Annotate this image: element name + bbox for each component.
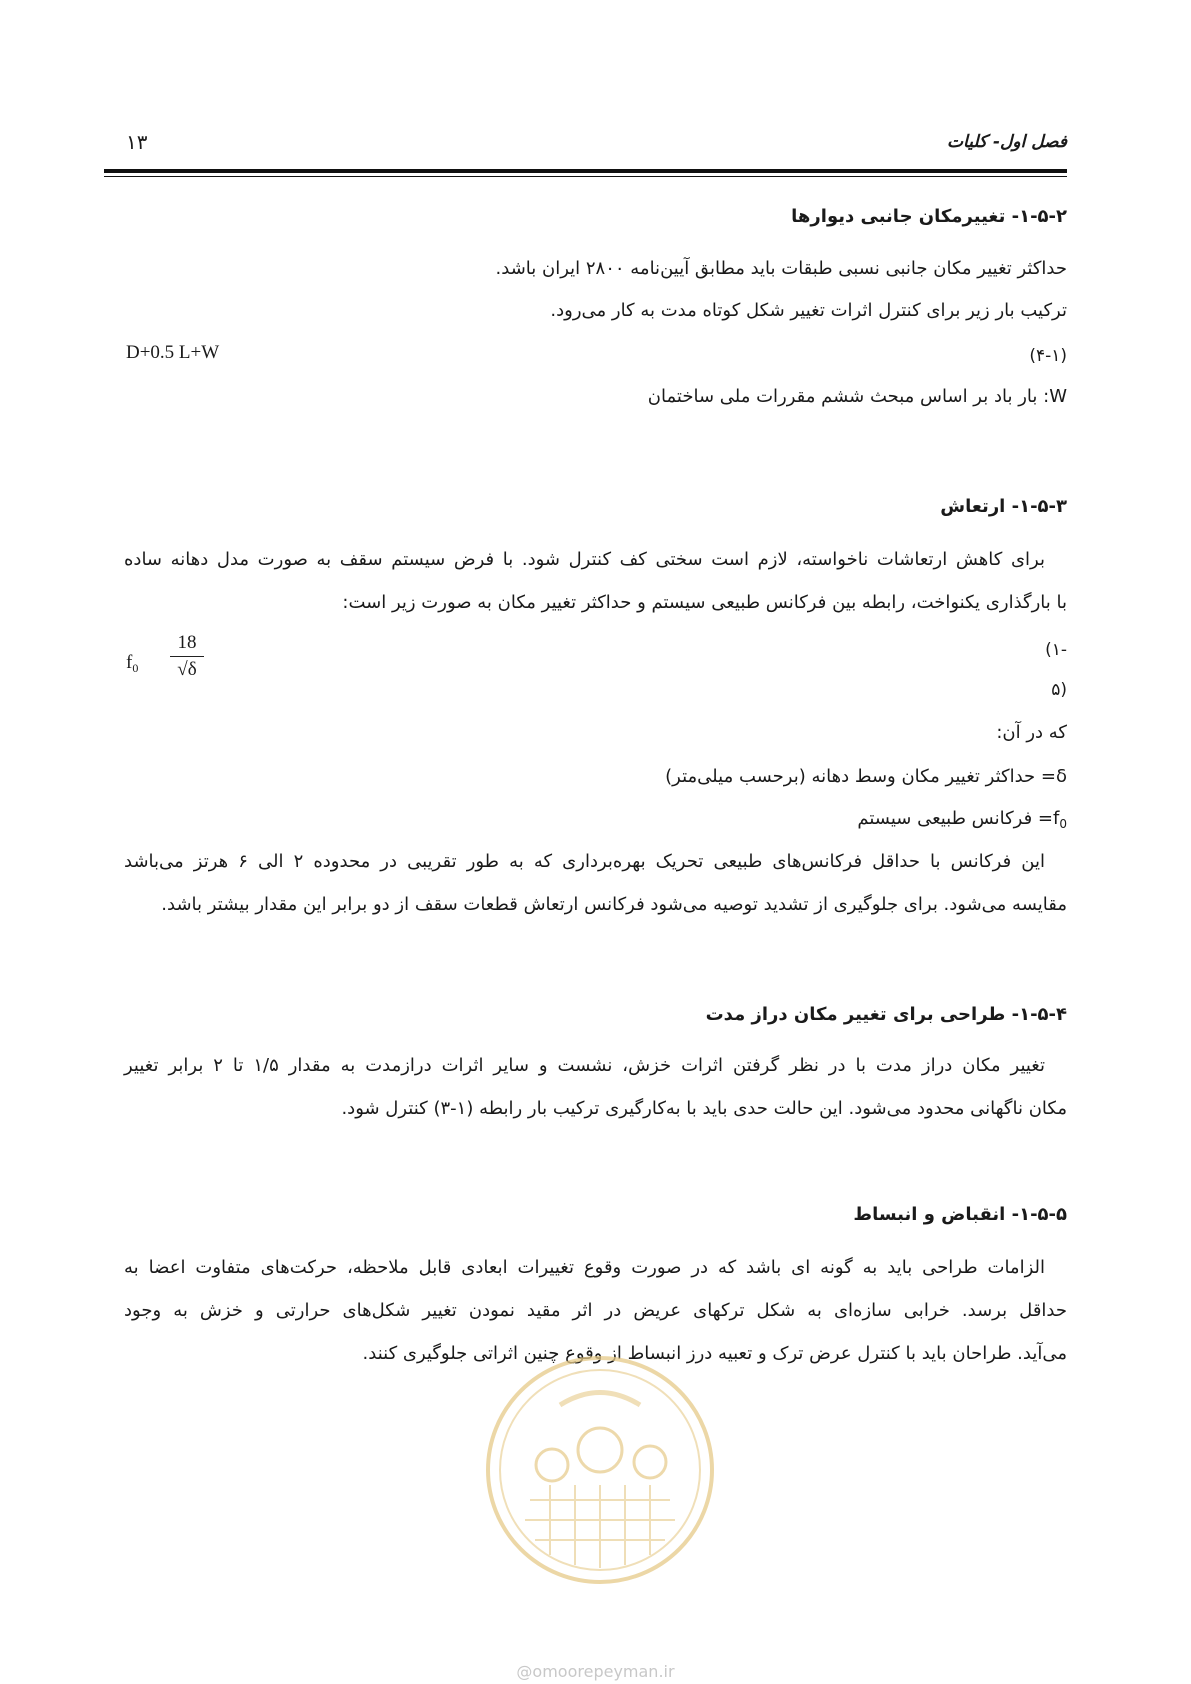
header-rule-thick bbox=[104, 169, 1067, 173]
paragraph-line: مقایسه می‌شود. برای جلوگیری از تشدید توصیه می‌شود فرکانس ارتعاش قطعات سقف از دو برابر این مقدار بیشتر باشد. bbox=[161, 894, 1067, 915]
paragraph-line: برای کاهش ارتعاشات ناخواسته، لازم است سختی کف کنترل شود. با فرض سیستم سقف به صورت مدل دهانه ساده bbox=[124, 549, 1045, 570]
paragraph-line: الزامات طراحی باید به گونه ای باشد که در صورت وقوع تغییرات ابعادی قابل ملاحظه، حرکت‌های متفاوت اعضا به bbox=[124, 1257, 1045, 1278]
vibration-paragraph bbox=[124, 538, 1067, 624]
equation-number-part-b: (۵ bbox=[1051, 680, 1067, 700]
resonance-paragraph bbox=[124, 840, 1067, 926]
section-heading-shrinkage-expansion: ۱-۵-۵- انقباض و انبساط bbox=[853, 1204, 1067, 1225]
drift-limit-text: حداکثر تغییر مکان جانبی نسبی طبقات باید مطابق آیین‌نامه ۲۸۰۰ ایران باشد. bbox=[495, 258, 1067, 279]
page-number: ۱۳ bbox=[126, 130, 148, 154]
f0-symbol: $f_0$ bbox=[1053, 808, 1067, 831]
fraction-denominator: √δ bbox=[177, 659, 197, 680]
paragraph-line: مکان ناگهانی محدود می‌شود. این حالت حدی باید با به‌کارگیری ترکیب بار رابطه (۱-۳) کنترل شود. bbox=[341, 1098, 1067, 1119]
delta-definition: δ= حداکثر تغییر مکان وسط دهانه (برحسب میلی‌متر) bbox=[665, 766, 1067, 787]
load-combo-text: ترکیب بار زیر برای کنترل اثرات تغییر شکل کوتاه مدت به کار می‌رود. bbox=[550, 300, 1067, 321]
f-subscript: 0 bbox=[132, 661, 139, 675]
fraction-numerator: 18 bbox=[177, 632, 197, 653]
header-rule-thin bbox=[104, 176, 1067, 177]
load-combination-equation: D+0.5 L+W bbox=[126, 342, 220, 363]
page-header bbox=[104, 124, 1067, 164]
watermark-seal-icon bbox=[480, 1350, 720, 1590]
watermark-text: @omoorepeyman.ir bbox=[516, 1662, 675, 1681]
long-term-paragraph bbox=[124, 1044, 1067, 1130]
where-label: که در آن: bbox=[996, 722, 1067, 743]
equation-number: (۴-۱) bbox=[1029, 346, 1067, 366]
paragraph-line: تغییر مکان دراز مدت با در نظر گرفتن اثرات خزش، نشست و سایر اثرات درازمدت به مقدار ۱/۵ تا ۲ برابر تغییر bbox=[124, 1055, 1045, 1076]
section-heading-lateral-drift: ۱-۵-۲- تغییرمکان جانبی دیوارها bbox=[791, 206, 1067, 227]
f0-definition-text: = فرکانس طبیعی سیستم bbox=[857, 808, 1054, 829]
paragraph-line: با بارگذاری یکنواخت، رابطه بین فرکانس طبیعی سیستم و حداکثر تغییر مکان به صورت زیر است: bbox=[342, 592, 1067, 613]
section-heading-long-term-deflection: ۱-۵-۴- طراحی برای تغییر مکان دراز مدت bbox=[705, 1004, 1067, 1025]
paragraph-line: این فرکانس با حداقل فرکانس‌های طبیعی تحریک بهره‌برداری که به طور تقریبی در محدوده ۲ الی ۶ هرتز می‌باشد bbox=[124, 851, 1045, 872]
frequency-fraction bbox=[170, 632, 204, 681]
frequency-symbol bbox=[126, 652, 138, 676]
paragraph-line: حداقل برسد. خرابی سازه‌ای به شکل ترکهای عریض در اثر مقید نمودن تغییر شکل‌های حرارتی و خزش به وجود bbox=[124, 1300, 1067, 1321]
f-symbol: f bbox=[126, 652, 133, 673]
f0-definition bbox=[857, 808, 1067, 831]
section-heading-vibration: ۱-۵-۳- ارتعاش bbox=[940, 496, 1067, 517]
chapter-title: فصل اول- کلیات bbox=[947, 132, 1067, 152]
wind-load-definition: W: بار باد بر اساس مبحث ششم مقررات ملی ساختمان bbox=[647, 386, 1067, 407]
equation-number-part-a: -۱) bbox=[1045, 640, 1067, 660]
fraction-bar bbox=[170, 656, 204, 657]
paragraph-line: می‌آید. طراحان باید با کنترل عرض ترک و تعبیه درز انبساط از وقوع چنین اثراتی جلوگیری کنند. bbox=[362, 1343, 1067, 1364]
